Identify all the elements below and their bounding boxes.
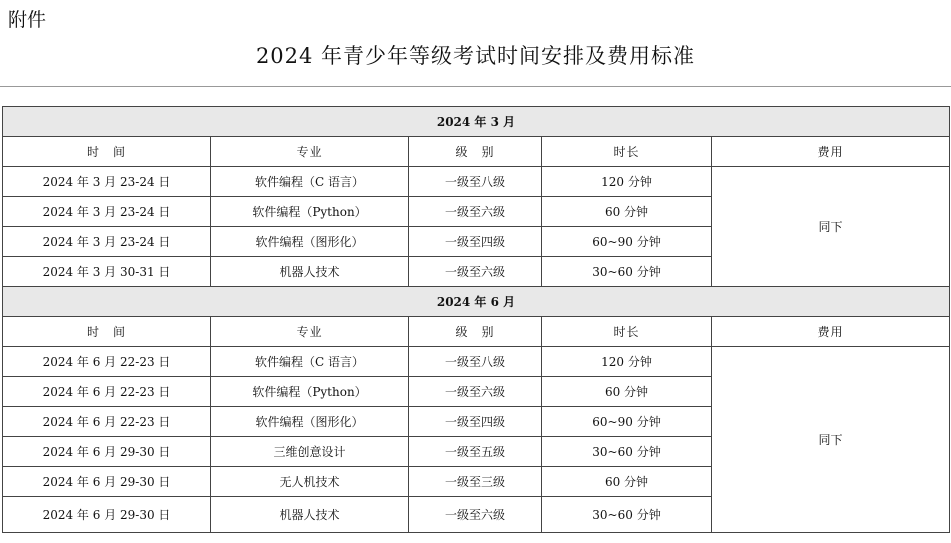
cell-major: 软件编程（Python） xyxy=(211,377,409,407)
column-header-row xyxy=(3,317,950,347)
cell-level: 一级至六级 xyxy=(409,497,542,533)
section-heading: 2024 年 6 月 xyxy=(3,287,950,317)
column-header-major: 专业 xyxy=(211,317,409,347)
column-header-fee: 费用 xyxy=(712,137,950,167)
column-header-row xyxy=(3,137,950,167)
cell-major: 软件编程（Python） xyxy=(211,197,409,227)
column-header-major: 专业 xyxy=(211,137,409,167)
page-divider xyxy=(0,86,951,87)
cell-duration: 30~60 分钟 xyxy=(542,257,712,287)
cell-level: 一级至六级 xyxy=(409,377,542,407)
cell-level: 一级至五级 xyxy=(409,437,542,467)
cell-time: 2024 年 6 月 22-23 日 xyxy=(3,377,211,407)
cell-level: 一级至六级 xyxy=(409,197,542,227)
column-header-fee: 费用 xyxy=(712,317,950,347)
cell-major: 软件编程（C 语言） xyxy=(211,167,409,197)
cell-duration: 30~60 分钟 xyxy=(542,437,712,467)
cell-time: 2024 年 3 月 30-31 日 xyxy=(3,257,211,287)
cell-time: 2024 年 6 月 22-23 日 xyxy=(3,407,211,437)
cell-level: 一级至六级 xyxy=(409,257,542,287)
cell-duration: 60 分钟 xyxy=(542,377,712,407)
document-title: 2024 年青少年等级考试时间安排及费用标准 xyxy=(255,44,696,68)
column-header-duration: 时长 xyxy=(542,317,712,347)
cell-fee: 同下 xyxy=(712,347,950,533)
cell-duration: 30~60 分钟 xyxy=(542,497,712,533)
cell-duration: 120 分钟 xyxy=(542,167,712,197)
cell-duration: 60 分钟 xyxy=(542,467,712,497)
schedule-table xyxy=(2,106,950,533)
cell-time: 2024 年 6 月 29-30 日 xyxy=(3,437,211,467)
cell-level: 一级至八级 xyxy=(409,347,542,377)
cell-time: 2024 年 3 月 23-24 日 xyxy=(3,197,211,227)
cell-duration: 60~90 分钟 xyxy=(542,407,712,437)
cell-level: 一级至三级 xyxy=(409,467,542,497)
section-header-row xyxy=(3,287,950,317)
column-header-time: 时 间 xyxy=(3,317,211,347)
cell-major: 机器人技术 xyxy=(211,257,409,287)
cell-time: 2024 年 3 月 23-24 日 xyxy=(3,167,211,197)
column-header-duration: 时长 xyxy=(542,137,712,167)
section-heading: 2024 年 3 月 xyxy=(3,107,950,137)
column-header-level: 级 别 xyxy=(409,137,542,167)
column-header-time: 时 间 xyxy=(3,137,211,167)
cell-duration: 60 分钟 xyxy=(542,197,712,227)
cell-major: 无人机技术 xyxy=(211,467,409,497)
cell-time: 2024 年 6 月 29-30 日 xyxy=(3,467,211,497)
section-header-row xyxy=(3,107,950,137)
table-row xyxy=(3,347,950,377)
table-row xyxy=(3,167,950,197)
cell-major: 软件编程（C 语言） xyxy=(211,347,409,377)
cell-level: 一级至四级 xyxy=(409,227,542,257)
cell-major: 软件编程（图形化） xyxy=(211,407,409,437)
column-header-level: 级 别 xyxy=(409,317,542,347)
cell-level: 一级至四级 xyxy=(409,407,542,437)
attachment-label: 附件 xyxy=(8,9,47,31)
cell-level: 一级至八级 xyxy=(409,167,542,197)
cell-time: 2024 年 6 月 22-23 日 xyxy=(3,347,211,377)
cell-major: 机器人技术 xyxy=(211,497,409,533)
cell-duration: 60~90 分钟 xyxy=(542,227,712,257)
cell-time: 2024 年 6 月 29-30 日 xyxy=(3,497,211,533)
schedule-table-body xyxy=(3,107,950,533)
cell-major: 软件编程（图形化） xyxy=(211,227,409,257)
cell-fee: 同下 xyxy=(712,167,950,287)
cell-major: 三维创意设计 xyxy=(211,437,409,467)
cell-duration: 120 分钟 xyxy=(542,347,712,377)
cell-time: 2024 年 3 月 23-24 日 xyxy=(3,227,211,257)
